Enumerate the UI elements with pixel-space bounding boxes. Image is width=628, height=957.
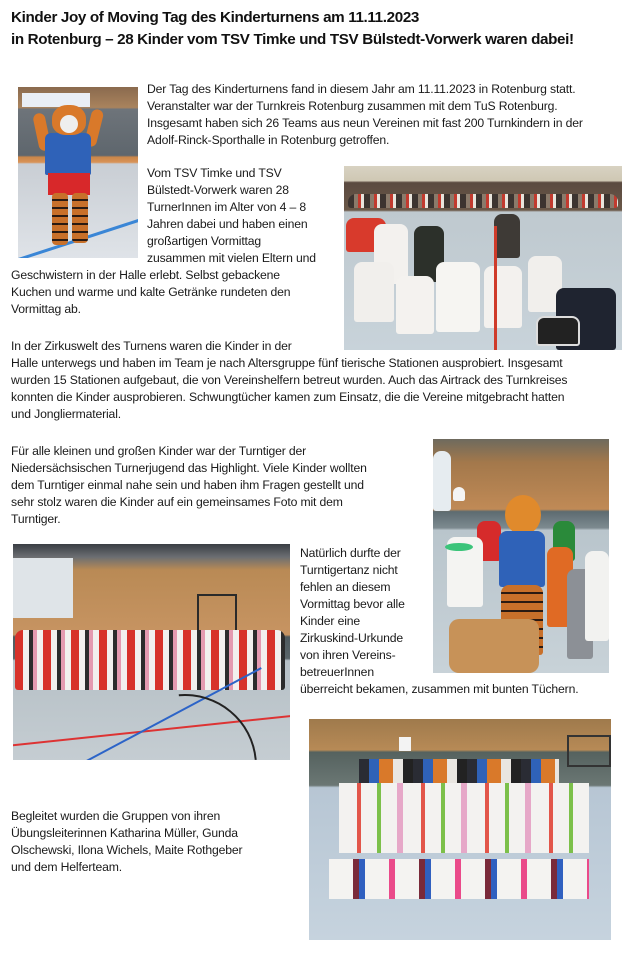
- heading-line-2: in Rotenburg – 28 Kinder vom TSV Timke und TSV Bülstedt-Vorwerk waren dabei!: [11, 31, 574, 48]
- text-line: Geschwistern in der Halle erlebt. Selbst gebackene: [11, 268, 280, 282]
- text-line: In der Zirkuswelt des Turnens waren die Kinder in der: [11, 339, 292, 353]
- photo-goal: [567, 735, 611, 767]
- text-line: Insgesamt haben sich 26 Teams aus neun Vereinen mit fast 200 Turnkindern in der: [147, 116, 583, 130]
- text-line: und Jongliermaterial.: [11, 407, 121, 421]
- photo-window: [13, 558, 73, 618]
- text-line: TurnerInnen im Alter von 4 – 8: [147, 200, 306, 214]
- photo-figure: [484, 266, 522, 328]
- text-line: fehlen an diesem: [300, 580, 391, 594]
- photo-figure: [494, 214, 520, 258]
- text-line: Halle unterwegs und haben im Team je nach Altersgruppe fünf tierische Stationen ausprobiert. Insgesamt: [11, 356, 563, 370]
- text-line: überreicht bekamen, zusammen mit bunten Tüchern.: [300, 682, 579, 696]
- text-line: Vom TSV Timke und TSV: [147, 166, 282, 180]
- mascot-shorts: [48, 173, 90, 195]
- text-line: sehr stolz waren die Kinder auf ein gemeinsames Foto mit dem: [11, 495, 343, 509]
- text-line: Vormittag ab.: [11, 302, 81, 316]
- text-line: Niedersächsischen Turnerjugend das Highlight. Viele Kinder wollten: [11, 461, 367, 475]
- court-line: [494, 226, 497, 350]
- paragraph-circus: [11, 338, 567, 423]
- text-line: Begleitet wurden die Gruppen von ihren: [11, 809, 221, 823]
- text-line: Zirkuskind-Urkunde: [300, 631, 403, 645]
- paragraph-participants-cont: [11, 267, 290, 318]
- text-line: Jahren dabei und haben einen: [147, 217, 308, 231]
- text-line: Turntiger.: [11, 512, 61, 526]
- text-line: konnten die Kinder ausprobieren. Schwungtücher kamen zum Einsatz, die die Vereine mitgebracht hatten: [11, 390, 565, 404]
- photo-children-standing: [339, 783, 589, 853]
- photo-children-seated: [344, 166, 622, 350]
- text-line: und dem Helferteam.: [11, 860, 122, 874]
- mascot-shirt: [45, 133, 91, 175]
- paragraph-tigerdance: [300, 545, 578, 698]
- mascot-head: [505, 495, 541, 535]
- photo-banner: [22, 93, 90, 107]
- photo-tiger-mascot: [18, 87, 138, 258]
- text-line: Turntigertanz nicht: [300, 563, 398, 577]
- paragraph-turntiger: [11, 443, 367, 528]
- text-line: Für alle kleinen und großen Kinder war der Turntiger der: [11, 444, 307, 458]
- text-line: Veranstalter war der Turnkreis Rotenburg zusammen mit dem TuS Rotenburg.: [147, 99, 558, 113]
- text-line: Vormittag bevor alle: [300, 597, 405, 611]
- photo-dance: [13, 544, 290, 760]
- photo-crowd: [348, 194, 618, 208]
- text-line: großartigen Vormittag: [147, 234, 262, 248]
- text-line: von ihren Vereins-: [300, 648, 396, 662]
- text-line: betreuerInnen: [300, 665, 374, 679]
- photo-group: [309, 719, 611, 940]
- text-line: Olschewski, Ilona Wichels, Maite Rothgeber: [11, 843, 243, 857]
- article-heading: [11, 7, 574, 51]
- photo-window: [433, 451, 451, 511]
- paragraph-participants: [147, 165, 316, 267]
- photo-basketball-board: [399, 737, 411, 751]
- text-line: Übungsleiterinnen Katharina Müller, Gunda: [11, 826, 238, 840]
- mascot-leg: [52, 193, 68, 245]
- photo-figure: [354, 262, 394, 322]
- text-line: Kuchen und warme und kalte Getränke rundeten den: [11, 285, 291, 299]
- text-line: Kinder eine: [300, 614, 361, 628]
- mascot-leg: [72, 193, 88, 243]
- text-line: wurden 15 Stationen aufgebaut, die von Vereinshelfern betreut wurden. Auch das Airtrack des Turnkreises: [11, 373, 568, 387]
- text-line: dem Turntiger einmal nahe sein und haben ihm Fragen gestellt und: [11, 478, 364, 492]
- photo-figure: [436, 262, 480, 332]
- photo-dancers: [15, 630, 285, 690]
- paragraph-intro: [147, 81, 583, 149]
- paragraph-helpers: [11, 808, 242, 876]
- text-line: Adolf-Rinck-Sporthalle in Rotenburg getroffen.: [147, 133, 390, 147]
- text-line: Der Tag des Kinderturnens fand in diesem Jahr am 11.11.2023 in Rotenburg statt.: [147, 82, 576, 96]
- mascot-face: [60, 115, 78, 133]
- text-line: zusammen mit vielen Eltern und: [147, 251, 316, 265]
- text-line: Natürlich durfte der: [300, 546, 401, 560]
- photo-figure: [585, 551, 609, 641]
- photo-adults: [359, 759, 559, 785]
- heading-line-1: Kinder Joy of Moving Tag des Kinderturnens am 11.11.2023: [11, 9, 420, 26]
- photo-figure: [396, 276, 434, 334]
- photo-children-kneeling: [329, 859, 589, 899]
- photo-basketball-board: [453, 487, 465, 501]
- text-line: Bülstedt-Vorwerk waren 28: [147, 183, 289, 197]
